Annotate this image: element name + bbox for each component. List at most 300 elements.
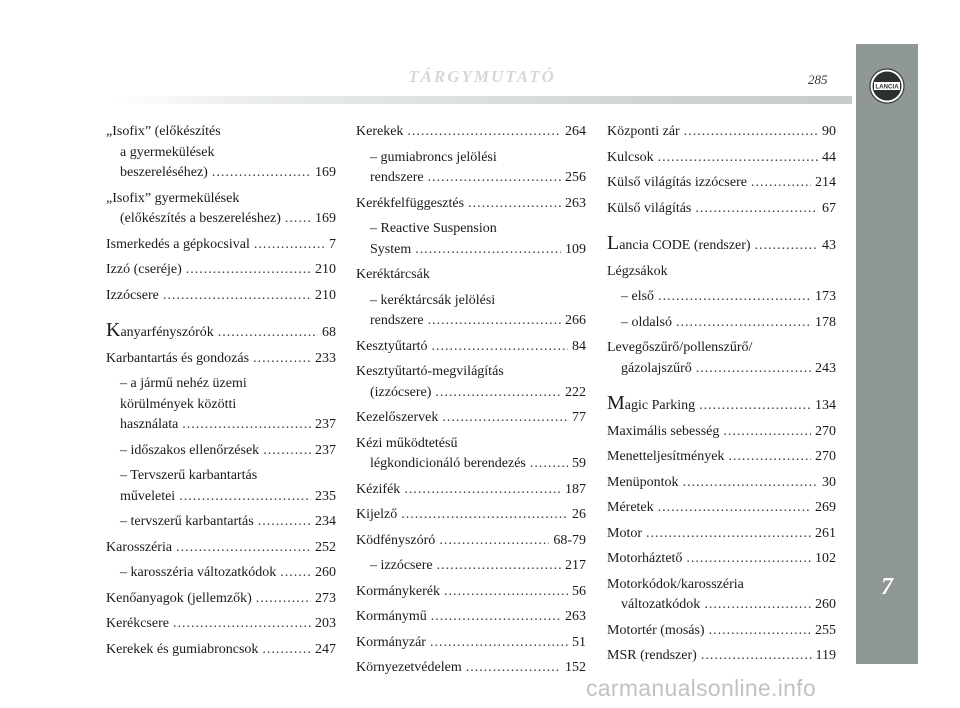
index-line [356,582,586,603]
page-reference: 255 [815,622,836,638]
entry-text: – izzócsere [370,558,433,573]
index-entry [106,538,336,559]
entry-text: a gyermekülések [120,144,215,160]
page-reference: 169 [315,211,336,226]
page-reference: 178 [815,314,836,330]
page-reference: 270 [815,423,836,439]
dot-leader [468,194,561,215]
dot-leader [428,168,561,189]
entry-text: változatkódok [621,597,701,612]
index-line [356,383,586,404]
page-reference: 247 [315,641,336,657]
index-entry [607,646,836,667]
index-line [106,415,336,436]
page-reference: 263 [565,609,586,624]
entry-text: Kézifék [356,481,401,497]
entry-text: műveletei [120,488,176,504]
page-reference: 214 [815,175,836,190]
index-line [106,235,336,256]
entry-text: körülmények közötti [120,396,237,412]
entry-text: Kerékfelfüggesztés [356,195,465,211]
dot-leader [173,614,311,635]
index-line [607,148,836,169]
entry-text: – Reactive Suspension [370,221,497,236]
index-line [607,173,836,194]
index-line [607,473,836,494]
index-line [607,233,836,257]
dot-leader [415,240,561,261]
index-entry [607,148,836,169]
index-line [607,122,836,143]
page-reference: 237 [315,417,336,432]
index-entry [106,466,336,507]
index-entry [106,512,336,533]
chapter-number: 7 [881,574,893,600]
index-line [356,658,586,679]
index-entry [607,621,836,642]
index-line [607,498,836,519]
entry-text: Karbantartás és gondozás [106,350,250,366]
chapter-side-tab [856,44,918,664]
index-entry [356,291,586,332]
index-entry [607,393,836,417]
dot-leader [179,487,311,508]
index-line [356,122,586,143]
dot-leader [435,383,561,404]
dot-leader [401,505,568,526]
dot-leader [407,122,561,143]
entry-text: ancia CODE (rendszer) [619,238,751,253]
lancia-logo-icon [869,68,905,104]
letter-initial: K [106,319,121,341]
index-entry [356,531,586,552]
index-entry [607,498,836,519]
entry-text: Izzócsere [106,287,159,303]
dot-leader [163,286,311,307]
entry-text: – karosszéria változatkódok [120,565,277,580]
page-reference: 109 [565,241,586,257]
index-entry [356,434,586,475]
page-reference: 256 [565,170,586,185]
entry-text: Kenőanyagok (jellemzők) [106,590,252,606]
page-reference: 7 [329,236,336,252]
index-entry [106,614,336,635]
entry-text: – oldalsó [621,314,672,330]
index-entry [356,219,586,260]
entry-text: Központi zár [607,124,680,139]
watermark: carmanualsonline.info [586,675,817,701]
index-line [356,362,586,383]
index-line [106,189,336,210]
entry-text: rendszere [370,313,424,328]
dot-leader [709,621,811,642]
index-entry [106,122,336,184]
dot-leader [444,582,568,603]
index-entry [106,374,336,436]
dot-leader [695,199,818,220]
dot-leader [253,349,311,370]
dot-leader [658,498,811,519]
entry-text: Külső világítás [607,200,692,216]
index-line [607,595,836,616]
entry-text: Levegőszűrő/pollenszűrő/ [607,340,753,355]
entry-text: Motorháztető [607,551,683,566]
index-line [356,240,586,261]
index-line [106,260,336,281]
page-reference: 30 [822,474,836,490]
index-entry [356,633,586,654]
page-reference: 102 [815,551,836,566]
dot-leader [258,512,311,533]
index-entry [106,320,336,344]
page-reference: 90 [822,124,836,139]
index-entry [607,422,836,443]
dot-leader [723,422,811,443]
page-reference: 252 [315,539,336,555]
index-line [106,395,336,416]
page-reference: 77 [572,410,586,425]
index-line [607,447,836,468]
page-reference: 261 [815,525,836,541]
index-line [356,633,586,654]
index-entry [356,265,586,286]
dot-leader [218,323,318,344]
page-reference: 222 [565,384,586,400]
dot-leader [254,235,325,256]
index-entry [607,313,836,334]
entry-text: „Isofix” gyermekülések [106,190,240,206]
index-entry [356,122,586,143]
index-line [106,589,336,610]
page-reference: 260 [815,597,836,612]
page-reference: 203 [315,616,336,631]
index-line [356,265,586,286]
page-reference: 233 [315,350,336,366]
page-reference: 264 [565,124,586,139]
index-entry [356,505,586,526]
index-line [106,374,336,395]
entry-text: Méretek [607,500,654,515]
index-line [607,393,836,417]
index-entry [607,447,836,468]
dot-leader [699,396,811,417]
dot-leader [428,311,561,332]
entry-text: agic Parking [624,398,696,413]
dot-leader [701,646,812,667]
index-line [106,512,336,533]
entry-text: Kulcsok [607,149,654,165]
entry-text: (előkészítés a beszereléshez) [120,211,281,226]
entry-text: Izzó (cseréje) [106,262,182,277]
page-reference: 260 [315,565,336,580]
entry-text: – keréktárcsák jelölési [370,292,496,308]
entry-text: Ködfényszóró [356,532,436,548]
entry-text: anyarfényszórók [120,325,214,340]
dot-leader [186,260,311,281]
entry-text: Keréktárcsák [356,267,430,282]
page-reference: 43 [822,238,836,253]
index-line [356,434,586,455]
entry-text: – első [621,289,655,304]
dot-leader [646,524,811,545]
page-number: 285 [808,72,828,87]
index-line [356,531,586,552]
index-line [356,219,586,240]
dot-leader [658,287,811,308]
page-reference: 84 [572,338,586,354]
entry-text: rendszere [370,170,424,185]
dot-leader [212,163,311,184]
entry-text: légkondicionáló berendezés [370,456,526,471]
index-entry [607,122,836,143]
index-line [106,563,336,584]
page-reference: 266 [565,313,586,328]
page-reference: 269 [815,500,836,515]
page-reference: 217 [565,558,586,573]
entry-text: Motorkódok/karosszéria [607,576,744,592]
dot-leader [439,531,549,552]
page-reference: 169 [315,165,336,180]
index-line [607,199,836,220]
dot-leader [263,441,311,462]
index-entry [106,589,336,610]
entry-text: gázolajszűrő [621,360,692,376]
index-line [106,286,336,307]
index-line [356,480,586,501]
index-entry [607,473,836,494]
svg-text:LANCIA: LANCIA [875,83,899,91]
entry-text: Kerékcsere [106,616,169,631]
page-reference: 243 [815,360,836,376]
index-column-2 [356,122,586,684]
entry-text: – tervszerű karbantartás [120,514,254,529]
index-entry [607,575,836,616]
entry-text: Kesztyűtartó-megvilágítás [356,364,504,379]
index-entry [607,173,836,194]
index-entry [607,549,836,570]
index-line [106,122,336,143]
dot-leader [530,454,568,475]
index-line [607,313,836,334]
index-entry [607,338,836,379]
entry-text: Légzsákok [607,263,668,279]
index-line [106,640,336,661]
dot-leader [262,640,311,661]
index-line [106,320,336,344]
index-entry [106,349,336,370]
entry-text: Menetteljesítmények [607,449,725,464]
page-reference: 68 [322,325,336,340]
entry-text: Kerekek és gumiabroncsok [106,641,259,657]
page-reference: 210 [315,287,336,303]
dot-leader [442,408,568,429]
index-entry [607,262,836,283]
dot-leader [431,607,561,628]
index-entry [356,148,586,189]
letter-initial: M [607,392,625,414]
dot-leader [466,658,561,679]
entry-text: Ismerkedés a gépkocsival [106,236,250,252]
entry-text: Kijelző [356,507,398,522]
page-reference: 152 [565,660,586,675]
index-line [106,143,336,164]
index-entry [106,189,336,230]
index-entry [607,524,836,545]
dot-leader [280,563,311,584]
index-line [607,646,836,667]
index-entry [106,235,336,256]
entry-text: Külső világítás izzócsere [607,175,747,190]
index-line [356,408,586,429]
page-reference: 234 [315,514,336,529]
index-entry [356,194,586,215]
index-line [356,556,586,577]
index-line [607,287,836,308]
dot-leader [256,589,311,610]
dot-leader [686,549,811,570]
dot-leader [404,480,561,501]
index-line [607,262,836,283]
index-entry [607,233,836,257]
entry-text: Kormánykerék [356,583,440,599]
entry-text: – időszakos ellenőrzések [120,442,260,458]
entry-text: Kerekek [356,124,404,139]
entry-text: Kezelőszervek [356,410,439,425]
entry-text: (izzócsere) [370,384,432,400]
page-reference: 68-79 [553,532,586,548]
dot-leader [676,313,811,334]
index-entry [356,556,586,577]
index-line [106,466,336,487]
dot-leader [430,633,568,654]
page-reference: 51 [572,634,586,650]
entry-text: – a jármű nehéz üzemi [120,376,247,391]
dot-leader [683,473,818,494]
page-reference: 44 [822,149,836,165]
index-entry [607,199,836,220]
index-column-3 [607,122,836,672]
index-entry [106,640,336,661]
entry-text: Környezetvédelem [356,660,462,675]
index-line [607,359,836,380]
index-entry [607,287,836,308]
entry-text: Menüpontok [607,474,679,490]
index-line [607,422,836,443]
index-line [356,291,586,312]
dot-leader [755,236,818,257]
entry-text: Maximális sebesség [607,423,720,439]
page-reference: 235 [315,488,336,504]
entry-text: használata [120,417,179,432]
page-reference: 26 [572,507,586,522]
index-line [356,505,586,526]
dot-leader [285,209,311,230]
index-line [356,194,586,215]
index-entry [356,658,586,679]
page-reference: 59 [572,456,586,471]
index-line [106,163,336,184]
index-entry [106,260,336,281]
entry-text: Kormányzár [356,634,426,650]
page-reference: 237 [315,442,336,458]
entry-text: „Isofix” (előkészítés [106,124,221,139]
page-reference: 270 [815,449,836,464]
entry-text: Karosszéria [106,539,173,555]
page-reference: 56 [572,583,586,599]
page-reference: 210 [315,262,336,277]
index-entry [356,480,586,501]
index-line [356,337,586,358]
index-line [356,607,586,628]
page-reference: 187 [565,481,586,497]
dot-leader [696,359,811,380]
dot-leader [728,447,811,468]
index-line [607,524,836,545]
index-line [106,487,336,508]
dot-leader [684,122,818,143]
index-line [356,168,586,189]
index-entry [356,362,586,403]
page-reference: 67 [822,200,836,216]
dot-leader [751,173,811,194]
index-entry [356,408,586,429]
entry-text: – gumiabroncs jelölési [370,149,497,165]
entry-text: System [370,241,412,257]
entry-text: Kormánymű [356,609,427,624]
index-entry [106,286,336,307]
dot-leader [432,337,568,358]
index-line [356,148,586,169]
index-entry [106,563,336,584]
index-line [607,338,836,359]
index-line [356,454,586,475]
dot-leader [176,538,311,559]
dot-leader [182,415,311,436]
index-entry [106,441,336,462]
index-line [607,549,836,570]
dot-leader [437,556,561,577]
entry-text: Motor [607,525,642,541]
index-line [607,575,836,596]
index-line [106,441,336,462]
index-column-1 [106,122,336,665]
dot-leader [658,148,818,169]
header-rule [112,96,852,104]
index-entry [356,607,586,628]
index-line [607,621,836,642]
entry-text: Kesztyűtartó [356,338,428,354]
index-line [106,614,336,635]
page-reference: 119 [815,648,836,663]
entry-text: Motortér (mosás) [607,622,705,638]
entry-text: Kézi működtetésű [356,435,458,451]
page-title: TÁRGYMUTATÓ [408,67,556,86]
page-reference: 263 [565,195,586,211]
entry-text: – Tervszerű karbantartás [120,468,258,483]
index-line [106,209,336,230]
index-line [106,538,336,559]
page-reference: 273 [315,590,336,606]
letter-initial: L [607,232,620,254]
index-entry [356,337,586,358]
entry-text: MSR (rendszer) [607,648,697,663]
index-line [106,349,336,370]
page-reference: 173 [815,289,836,304]
dot-leader [704,595,811,616]
entry-text: beszereléséhez) [120,165,208,180]
index-entry [356,582,586,603]
index-line [356,311,586,332]
